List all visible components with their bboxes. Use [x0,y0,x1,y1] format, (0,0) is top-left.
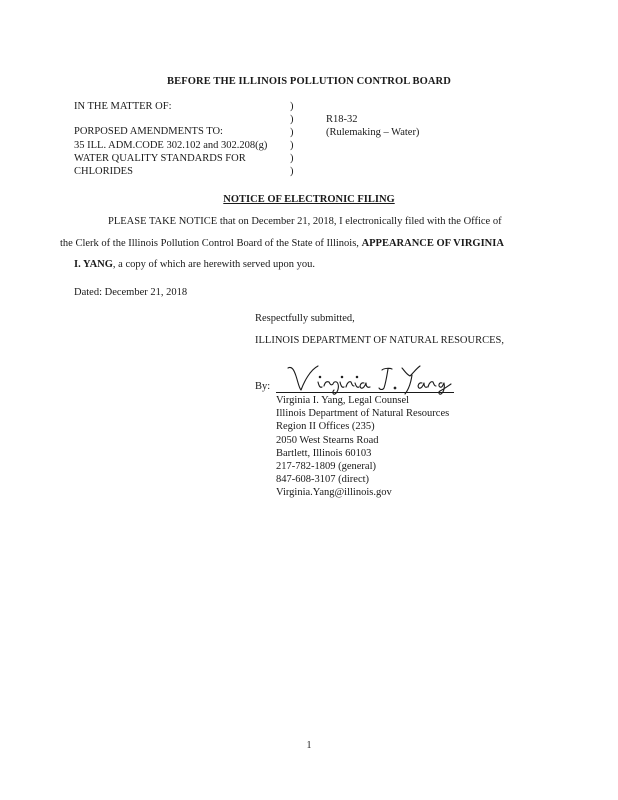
page-number: 1 [306,740,312,751]
caption-line-amendments: PORPOSED AMENDMENTS TO: [74,126,223,137]
caption-paren: ) [290,114,294,125]
notice-line-3 [74,259,315,270]
caption-line-standards: WATER QUALITY STANDARDS FOR [74,153,246,164]
signature-image [284,362,454,396]
organization-name: ILLINOIS DEPARTMENT OF NATURAL RESOURCES, [255,335,504,346]
respectfully-submitted: Respectfully submitted, [255,313,355,324]
contact-street: 2050 West Stearns Road [276,435,379,446]
caption-line-chlorides: CHLORIDES [74,166,133,177]
dated-line: Dated: December 21, 2018 [74,287,188,298]
contact-phone-general: 217-782-1809 (general) [276,461,377,472]
caption-paren: ) [290,127,294,138]
contact-department: Illinois Department of Natural Resources [276,408,450,419]
notice-line-2 [60,238,504,249]
contact-phone-direct: 847-608-3107 (direct) [276,474,370,485]
notice-line-1: PLEASE TAKE NOTICE that on December 21, 2018, I electronically filed with the Office of [108,216,502,227]
case-number: R18-32 [326,114,358,125]
contact-city: Bartlett, Illinois 60103 [276,448,372,459]
notice-document-title-cont: I. YANG [74,259,113,270]
contact-email: Virginia.Yang@illinois.gov [276,487,392,498]
caption-line-code: 35 ILL. ADM.CODE 302.102 and 302.208(g) [74,140,268,151]
notice-document-title: APPEARANCE OF VIRGINIA [361,238,504,249]
notice-line-2-text: the Clerk of the Illinois Pollution Control Board of the State of Illinois, [60,238,362,249]
case-type: (Rulemaking – Water) [326,127,420,138]
caption-paren: ) [290,140,294,151]
contact-office: Region II Offices (235) [276,421,375,432]
by-label: By: [255,381,271,392]
signature-line [276,392,454,393]
caption-paren: ) [290,166,294,177]
notice-line-3-text: , a copy of which are herewith served upon you. [112,259,315,270]
document-title: BEFORE THE ILLINOIS POLLUTION CONTROL BOARD [167,76,451,87]
contact-name-title: Virginia I. Yang, Legal Counsel [276,395,410,406]
notice-heading: NOTICE OF ELECTRONIC FILING [223,194,395,205]
caption-line-matter: IN THE MATTER OF: [74,101,172,112]
caption-paren: ) [290,101,294,112]
caption-paren: ) [290,153,294,164]
